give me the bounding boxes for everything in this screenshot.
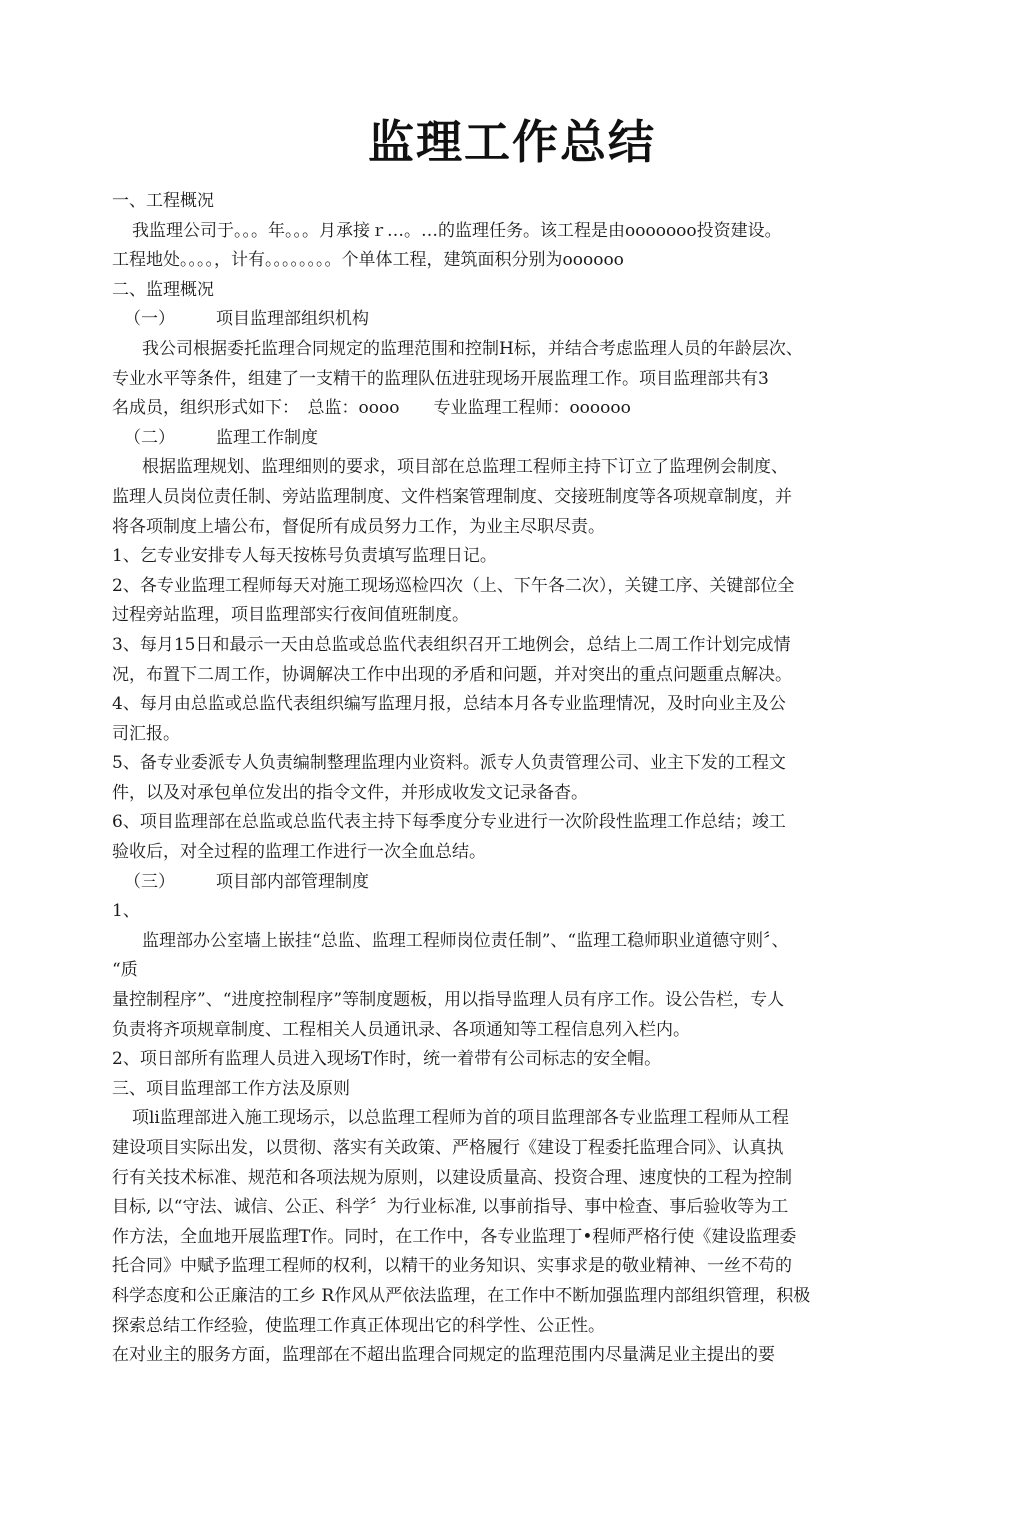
paragraph-line: 工程地处。。。。，计有。。。。。。。。个单体工程，建筑面积分别为oooooo: [112, 250, 624, 271]
list-item-continuation: 件，以及对承包单位发出的指令文件，并形成收发文记录备杳。: [112, 782, 588, 803]
subsection-label: 项目监理部组织机构: [216, 309, 369, 330]
list-item: 4、每月由总监或总监代表组织编写监理月报，总结本月各专业监理情况，及时向业主及公: [112, 694, 786, 715]
subsection-label: 监理工作制度: [216, 427, 318, 448]
subsection-label: 项目部内部管理制度: [216, 871, 369, 892]
paragraph-line: 科学态度和公正廉洁的工乡 R作风从严依法监理，在工作中不断加强监理内部组织管理，积极: [112, 1285, 811, 1306]
subsection-number: （三）: [124, 871, 175, 892]
paragraph-line: 我监理公司于。。。年。。。月承接ｒ…。…的监理任务。该工程是由ooooooo投资建设。: [132, 220, 782, 241]
paragraph-line: 作方法，全血地开展监理T作。同时，在工作中，各专业监理丁•程师严格行使《建设监理委: [112, 1226, 797, 1247]
list-item: 2、各专业监理工程师每天对施工现场巡检四次（上、下午各二次），关键工序、关键部位全: [112, 575, 795, 596]
list-item: 1、: [112, 901, 140, 922]
list-item-continuation: 司汇报。: [112, 723, 180, 744]
list-item: 5、备专业委派专人负责编制整理监理内业资料。派专人负责管理公司、业主下发的工程文: [112, 753, 786, 774]
list-item: 1、乞专业安排专人每天按栋号负责填写监理日记。: [112, 546, 497, 567]
paragraph-line: 托合同》中赋予监理工程师的权利，以精干的业务知识、实事求是的敬业精神、一丝不苟的: [112, 1256, 792, 1277]
subsection-number: （二）: [124, 427, 175, 448]
subsection-heading-1: [112, 305, 902, 335]
list-item: 6、项目监理部在总监或总监代表主持下每季度分专业进行一次阶段性监理工作总结；竣工: [112, 812, 786, 833]
paragraph-line: 在对业主的服务方面，监理部在不超出监理合同规定的监理范围内尽量满足业主提出的要: [112, 1345, 775, 1366]
document-title: 监理工作总结: [368, 115, 656, 169]
subsection-heading-2: [112, 424, 902, 454]
paragraph-line: 探索总结工作经验，使监理工作真正体现出它的科学性、公正性。: [112, 1315, 605, 1336]
paragraph-line: 监理部办公室墙上嵌挂“总监、监理工程师岗位责任制”、“监理工稳师职业道德守则〞、: [142, 930, 789, 951]
paragraph-line: 量控制程序”、“进度控制程序”等制度题板，用以指导监理人员有序工作。设公告栏，专人: [112, 990, 785, 1011]
list-item-continuation: 况，布置下二周工作，协调解决工作中出现的矛盾和问题，并对突出的重点问题重点解决。: [112, 664, 792, 685]
subsection-number: （一）: [124, 309, 175, 330]
list-item: 3、每月15日和最示一天由总监或总监代表组织召开工地例会，总结上二周工作计划完成情: [112, 634, 791, 655]
list-item: 2、项日部所有监理人员进入现场T作时，统一着带有公司标志的安全帽。: [112, 1049, 662, 1070]
section-heading-2: 二、监理概况: [112, 279, 214, 300]
document-body: [112, 187, 902, 1371]
paragraph-line: 专业水平等条件，组建了一支精干的监理队伍进驻现场开展监理工作。项目监理部共有3: [112, 368, 769, 389]
paragraph-line: 根据监理规划、监理细则的要求，项目部在总监理工程师主持下订立了监理例会制度、: [142, 457, 788, 478]
subsection-heading-3: [112, 868, 902, 898]
paragraph-line: 目标, 以“守法、诚信、公正、科学〞为行业标准, 以事前指导、事中检查、事后验收等为工: [112, 1197, 789, 1218]
section-heading-3: 三、项目监理部工作方法及原则: [112, 1078, 350, 1099]
paragraph-line: 建设项目实际出发，以贯彻、落实有关政策、严格履行《建设丁程委托监理合同》、认真执: [112, 1138, 784, 1158]
paragraph-line: 项li监理部进入施工现场示，以总监理工程师为首的项目监理部各专业监理工程师从工程: [132, 1108, 789, 1129]
paragraph-line: 将各项制度上墙公布，督促所有成员努力工作，为业主尽职尽责。: [112, 516, 605, 537]
list-item-continuation: 验收后，对全过程的监理工作进行一次全血总结。: [112, 842, 486, 863]
paragraph-line: 行有关技术标准、规范和各项法规为原则，以建设质量高、投资合理、速度快的工程为控制: [112, 1167, 792, 1188]
paragraph-line: 名成员，组织形式如下： 总监：oooo 专业监理工程师：oooooo: [112, 398, 631, 419]
paragraph-line: 负责将齐项规章制度、工程相关人员通讯录、各项通知等工程信息列入栏内。: [112, 1019, 690, 1040]
paragraph-line: 监理人员岗位责任制、旁站监理制度、文件档案管理制度、交接班制度等各项规章制度，并: [112, 486, 792, 507]
section-heading-1: 一、工程概况: [112, 191, 214, 211]
paragraph-line: “质: [112, 960, 138, 981]
paragraph-line: 我公司根据委托监理合同规定的监理范围和控制H标，并结合考虑监理人员的年龄层次、: [142, 338, 803, 359]
list-item-continuation: 过程旁站监理，项目监理部实行夜间值班制度。: [112, 605, 469, 626]
